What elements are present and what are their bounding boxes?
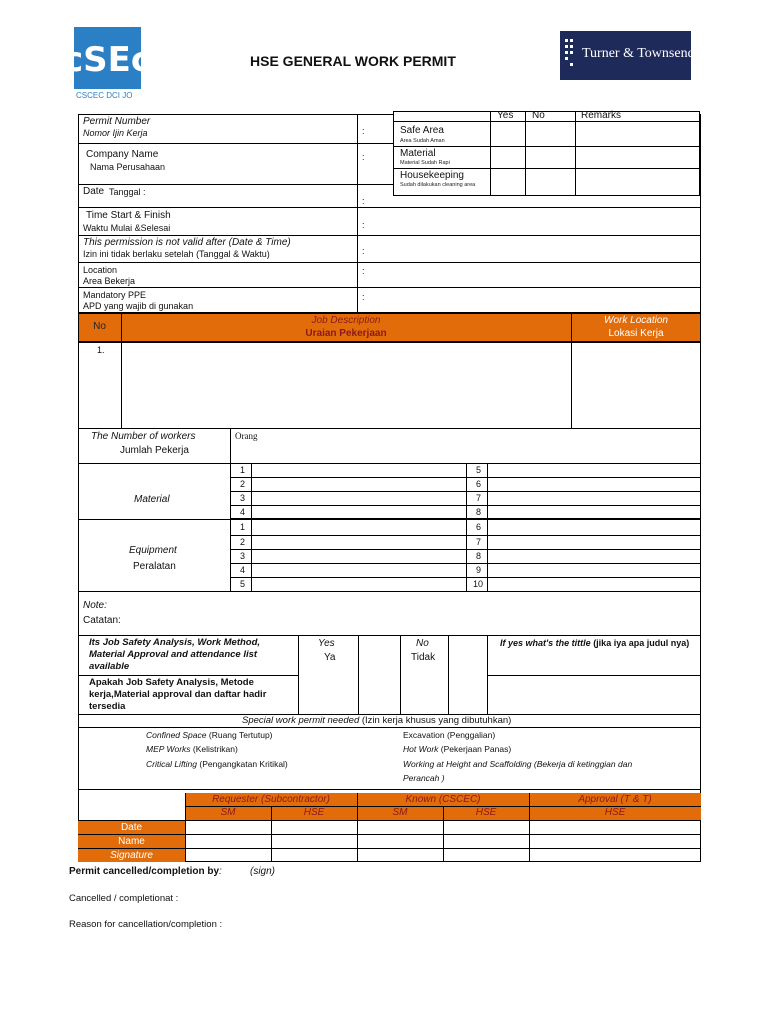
workers-unit: Orang <box>235 431 258 441</box>
working-height-en: Working at Height <box>403 759 471 769</box>
sig-sub-hse-2: HSE <box>475 807 497 818</box>
cscec-logo-mark-icon <box>62 27 152 89</box>
critical-lifting-id: (Pengangkatan Kritikal) <box>199 759 288 769</box>
note-label: Note: <box>83 600 107 611</box>
material-num-3: 3 <box>240 493 246 503</box>
equipment-num-5: 5 <box>240 579 246 589</box>
permit-number-colon: : <box>362 126 365 136</box>
checklist-housekeeping: Housekeeping <box>400 170 464 181</box>
company-name-label: Company Name <box>86 149 159 160</box>
excavation-id: (Penggalian) <box>446 730 496 740</box>
location-label: Location <box>83 265 118 275</box>
location-colon: : <box>362 266 365 276</box>
checklist-header-yes: Yes <box>497 110 514 121</box>
cancel-colon: : <box>219 866 222 877</box>
sign-label: (sign) <box>250 866 276 877</box>
material-num-1: 1 <box>240 465 246 475</box>
special-title-id: (Izin kerja khusus yang dibutuhkan) <box>361 715 512 726</box>
special-right-4: Perancah ) <box>403 773 445 783</box>
equipment-num-1: 1 <box>240 522 246 532</box>
jsa-no: No <box>416 638 429 649</box>
jsa-if-yes <box>500 638 689 649</box>
work-location-header-sub: Lokasi Kerja <box>608 328 664 339</box>
checklist-housekeeping-sub: Sudah dilakukan cleaning area <box>400 182 476 188</box>
cscec-logo-text: CSCEC DCI JO <box>76 91 133 100</box>
equipment-num-2: 2 <box>240 537 246 547</box>
date-sub: Tanggal : <box>109 187 146 197</box>
date-label: Date <box>83 186 105 197</box>
jsa-yes-sub: Ya <box>324 652 336 663</box>
job-row-number: 1. <box>97 345 105 355</box>
permit-number-label: Permit Number <box>83 116 151 127</box>
equipment-num-8: 8 <box>476 551 482 561</box>
workers-label: The Number of workers <box>91 431 196 442</box>
jsa-question-id: Apakah Job Safety Analysis, Metode kerja,Material approval dan daftar hadir tersedia <box>89 677 267 712</box>
time-label: Time Start & Finish <box>86 210 171 221</box>
special-title <box>242 715 511 726</box>
job-no-header: No <box>93 321 106 332</box>
mep-works-id: (Kelistrikan) <box>192 744 238 754</box>
special-title-en: Special work permit needed <box>242 715 360 726</box>
special-right-1 <box>403 730 495 741</box>
special-right-3 <box>403 759 632 770</box>
job-table-body <box>78 342 701 429</box>
confined-space-id: (Ruang Tertutup) <box>208 730 273 740</box>
work-location-header: Work Location <box>604 315 668 326</box>
jsa-no-sub: Tidak <box>411 652 436 663</box>
equipment-num-7: 7 <box>476 537 482 547</box>
sig-sub-hse-1: HSE <box>303 807 325 818</box>
jsa-if-yes-id: (jika iya apa judul nya) <box>593 638 690 648</box>
sig-row-signature-label: Signature <box>110 850 153 861</box>
sig-row-date-label: Date <box>120 822 143 833</box>
cancel-label: Permit cancelled/completion by <box>69 866 220 877</box>
tt-logo-text: Turner & Townsend <box>582 46 695 61</box>
equipment-sub: Peralatan <box>133 561 176 572</box>
material-num-5: 5 <box>476 465 482 475</box>
equipment-num-4: 4 <box>240 565 246 575</box>
jsa-yes: Yes <box>318 638 335 649</box>
material-num-6: 6 <box>476 479 482 489</box>
equipment-num-10: 10 <box>473 579 484 589</box>
material-num-7: 7 <box>476 493 482 503</box>
confined-space-en: Confined Space <box>146 730 207 740</box>
note-box <box>78 591 701 636</box>
job-desc-header: Job Description <box>311 315 381 326</box>
hot-work-id: (Pekerjaan Panas) <box>440 744 512 754</box>
cscec-logo <box>62 27 152 89</box>
special-left-1 <box>146 730 273 741</box>
permit-number-sub: Nomor Ijin Kerja <box>83 128 148 138</box>
reason-label: Reason for cancellation/completion : <box>69 919 223 930</box>
mep-works-en: MEP Works <box>146 744 191 754</box>
special-left-2 <box>146 744 238 755</box>
svg-text:cSEc: cSEc <box>62 40 152 80</box>
ppe-sub: APD yang wajib di gunakan <box>83 301 194 311</box>
sig-group-approval: Approval (T & T) <box>578 794 652 805</box>
workers-sub: Jumlah Pekerja <box>120 445 189 456</box>
checklist-header-remarks: Remarks <box>581 110 622 121</box>
jsa-question-en: Its Job Safety Analysis, Work Method, Material Approval and attendance list available <box>89 637 261 672</box>
validity-sub: Izin ini tidak berlaku setelah (Tanggal & Waktu) <box>83 249 270 259</box>
job-desc-header-sub: Uraian Pekerjaan <box>305 328 387 339</box>
jsa-if-yes-en: If yes what's the tittle <box>500 638 591 648</box>
note-sub: Catatan: <box>83 615 121 626</box>
date-colon: : <box>362 196 365 206</box>
location-sub: Area Bekerja <box>83 276 136 286</box>
ppe-colon: : <box>362 292 365 302</box>
time-colon: : <box>362 220 365 230</box>
page-title: HSE GENERAL WORK PERMIT <box>250 53 456 69</box>
tt-mark-icon <box>560 31 580 80</box>
hot-work-en: Hot Work <box>403 744 439 754</box>
validity-colon: : <box>362 246 365 256</box>
sig-row-name-label: Name <box>118 836 145 847</box>
sig-group-requester: Requester (Subcontractor) <box>212 794 330 805</box>
special-right-2 <box>403 744 511 755</box>
excavation-en: Excavation <box>403 730 445 740</box>
validity-label: This permission is not valid after (Date & Time) <box>83 237 291 248</box>
checklist-safe-area-sub: Area Sudah Aman <box>400 138 445 144</box>
ppe-label: Mandatory PPE <box>83 290 147 300</box>
material-num-4: 4 <box>240 507 246 517</box>
equipment-label: Equipment <box>129 545 177 556</box>
working-height-id: and Scaffolding (Bekerja di ketinggian dan <box>472 759 633 769</box>
cancelled-at-label: Cancelled / completionat : <box>69 893 179 904</box>
material-num-2: 2 <box>240 479 246 489</box>
special-left-3 <box>146 759 288 770</box>
sig-sub-sm-1: SM <box>220 807 236 818</box>
critical-lifting-en: Critical Lifting <box>146 759 198 769</box>
checklist-safe-area: Safe Area <box>400 125 444 136</box>
equipment-num-6: 6 <box>476 522 482 532</box>
sig-group-known: Known (CSCEC) <box>405 794 481 805</box>
equipment-num-3: 3 <box>240 551 246 561</box>
cancel-line <box>69 865 222 878</box>
checklist-material: Material <box>400 148 436 159</box>
time-sub: Waktu Mulai &Selesai <box>83 223 171 233</box>
company-name-colon: : <box>362 152 365 162</box>
checklist-header-no: No <box>532 110 545 121</box>
checklist-material-sub: Material Sudah Rapi <box>400 160 450 166</box>
material-num-8: 8 <box>476 507 482 517</box>
sig-sub-hse-3: HSE <box>604 807 626 818</box>
turner-townsend-logo <box>560 31 695 80</box>
company-name-sub: Nama Perusahaan <box>90 162 166 172</box>
equipment-num-9: 9 <box>476 565 482 575</box>
sig-sub-sm-2: SM <box>392 807 408 818</box>
material-label: Material <box>134 494 170 505</box>
